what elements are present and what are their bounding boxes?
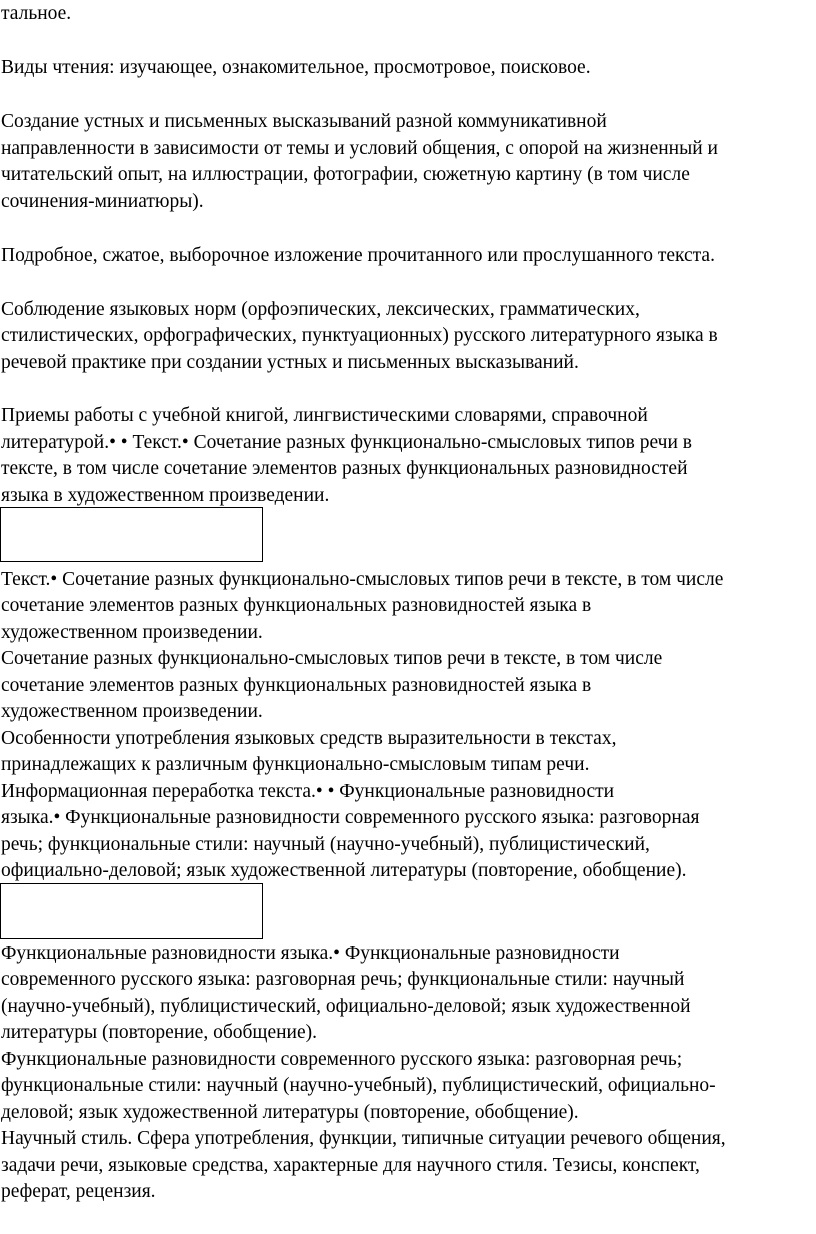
text-line: официально-деловой; язык художественной литературы (повторение, обобщение). bbox=[1, 860, 687, 881]
text-line: читательский опыт, на иллюстрации, фотографии, сюжетную картину (в том числе bbox=[1, 164, 690, 185]
text-line: языка в художественном произведении. bbox=[1, 485, 330, 506]
text-line: Функциональные разновидности современного русского языка: разговорная речь; bbox=[1, 1049, 683, 1070]
text-line: Создание устных и письменных высказываний разной коммуникативной bbox=[1, 111, 607, 132]
text-line: тальное. bbox=[1, 3, 72, 24]
text-line: Научный стиль. Сфера употребления, функции, типичные ситуации речевого общения, bbox=[1, 1128, 726, 1149]
text-line: функциональные стили: научный (научно-учебный), публицистический, официально- bbox=[1, 1075, 716, 1096]
text-line: Информационная переработка текста.• • Функциональные разновидности bbox=[1, 781, 615, 802]
text-line: сочетание элементов разных функциональных разновидностей языка в bbox=[1, 675, 592, 696]
text-line: художественном произведении. bbox=[1, 622, 263, 643]
text-line: Соблюдение языковых норм (орфоэпических, лексических, грамматических, bbox=[1, 299, 640, 320]
empty-frame-box bbox=[0, 507, 263, 562]
text-line: речевой практике при создании устных и письменных высказываний. bbox=[1, 352, 579, 373]
text-line: деловой; язык художественной литературы (повторение, обобщение). bbox=[1, 1102, 579, 1123]
text-line: языка.• Функциональные разновидности современного русского языка: разговорная bbox=[1, 807, 700, 828]
text-line: Приемы работы с учебной книгой, лингвистическими словарями, справочной bbox=[1, 405, 648, 426]
text-line: тексте, в том числе сочетание элементов разных функциональных разновидностей bbox=[1, 458, 688, 479]
text-line: сочинения-миниатюры). bbox=[1, 191, 204, 212]
text-line: литературы (повторение, обобщение). bbox=[1, 1022, 317, 1043]
text-line: Особенности употребления языковых средств выразительности в текстах, bbox=[1, 728, 617, 749]
text-line: литературой.• • Текст.• Сочетание разных функционально-смысловых типов речи в bbox=[1, 432, 693, 453]
text-line: Виды чтения: изучающее, ознакомительное, просмотровое, поисковое. bbox=[1, 57, 591, 78]
text-line: Подробное, сжатое, выборочное изложение прочитанного или прослушанного текста. bbox=[1, 245, 715, 266]
text-line: Сочетание разных функционально-смысловых типов речи в тексте, в том числе bbox=[1, 648, 663, 669]
text-line: реферат, рецензия. bbox=[1, 1181, 156, 1202]
text-line: Функциональные разновидности языка.• Функциональные разновидности bbox=[1, 943, 620, 964]
text-line: принадлежащих к различным функционально-смысловым типам речи. bbox=[1, 754, 590, 775]
text-line: речь; функциональные стили: научный (научно-учебный), публицистический, bbox=[1, 834, 650, 855]
text-line: сочетание элементов разных функциональных разновидностей языка в bbox=[1, 595, 592, 616]
text-line: Текст.• Сочетание разных функционально-смысловых типов речи в тексте, в том числе bbox=[1, 569, 724, 590]
text-line: современного русского языка: разговорная речь; функциональные стили: научный bbox=[1, 969, 685, 990]
text-line: направленности в зависимости от темы и условий общения, с опорой на жизненный и bbox=[1, 138, 718, 159]
text-line: задачи речи, языковые средства, характерные для научного стиля. Тезисы, конспект, bbox=[1, 1155, 700, 1176]
empty-frame-box bbox=[0, 883, 263, 939]
text-line: (научно-учебный), публицистический, официально-деловой; язык художественной bbox=[1, 996, 691, 1017]
text-line: художественном произведении. bbox=[1, 701, 263, 722]
text-line: стилистических, орфографических, пунктуационных) русского литературного языка в bbox=[1, 325, 718, 346]
